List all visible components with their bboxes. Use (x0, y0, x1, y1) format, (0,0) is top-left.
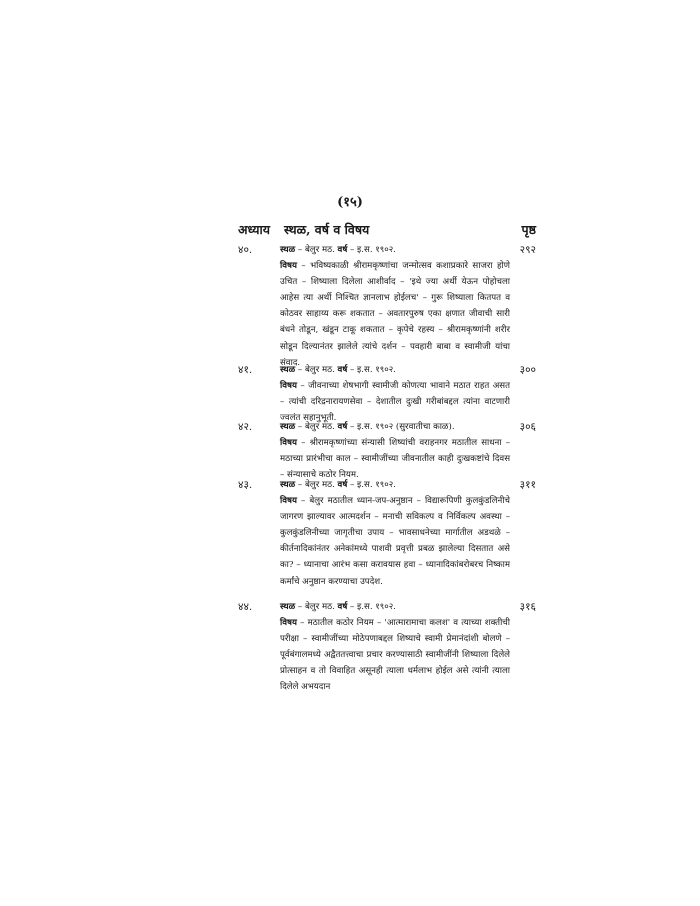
place-label: स्थळ (280, 245, 296, 255)
year-value: – इ.स. १९०२. (347, 480, 396, 490)
page-reference: २९२ (519, 244, 536, 256)
year-label: वर्ष (337, 422, 348, 432)
toc-entry-40 (238, 242, 536, 368)
entry-body (280, 419, 510, 483)
subject-label: विषय (280, 618, 297, 629)
year-label: वर्ष (337, 245, 348, 255)
page-reference: ३१६ (519, 601, 536, 613)
chapter-number: ४१. (238, 364, 253, 376)
year-value: – इ.स. १९०२. (347, 245, 396, 255)
chapter-number: ४२. (238, 421, 253, 433)
page-reference: ३११ (519, 479, 536, 491)
entry-place-line (280, 599, 510, 615)
toc-entry-44 (238, 599, 536, 696)
entry-place-line (280, 362, 510, 378)
year-label: वर्ष (337, 480, 348, 490)
chapter-number: ४०. (238, 244, 253, 256)
place-value: – बेलुर मठ. (295, 602, 338, 612)
subject-text: – बेलुर मठातील ध्यान-जप-अनुष्ठान – विद्यारूपिणी कुलकुंडलिनीचे जागरण झाल्यावर आत्मदर्शन – मनाची सविकल्प व निर्विकल्प अवस्था – कुलकुंडलिनीच्या जागृतीचा उपाय – भावसाधनेच्या मार्गातील अडथळे – कीर्तनादिकांनंतर अनेकांमध्ये पाशवी प्रवृत्ती प्रबळ झालेल्या दिसतात असे का? – ध्यानाचा आरंभ कसा करावयास हवा – ध्यानादिकांबरोबरच निष्काम कर्मांचे अनुष्ठान करण्याचा उपदेश. (280, 496, 510, 587)
toc-entry-41 (238, 362, 536, 424)
year-value: – इ.स. १९०२. (347, 365, 396, 375)
page-number: (१५) (337, 195, 363, 210)
place-value: – बेलुर मठ. (295, 422, 338, 432)
subject-label: विषय (280, 261, 297, 272)
subject-text: – मठातील कठोर नियम – 'आत्मारामाचा कलश' व त्याच्या शक्तीची परीक्षा – स्वामीजींच्या मोठेपणाबद्दल शिष्याचे स्वामी प्रेमानंदांशी बोलणे – पूर्वबंगालमध्ये अद्वैततत्त्वाचा प्रचार करण्यासाठी स्वामीजींनी शिष्याला दिलेले प्रोत्साहन व तो विवाहित असूनही त्याला धर्मलाभ होईल असे त्यांनी त्याला दिलेले अभयदान (280, 618, 510, 693)
place-label: स्थळ (280, 602, 296, 612)
year-value: – इ.स. १९०२ (सुरवातीचा काळ). (347, 422, 455, 432)
toc-entry-43 (238, 477, 536, 599)
place-value: – बेलुर मठ. (295, 365, 338, 375)
entry-place-line (280, 242, 510, 258)
year-label: वर्ष (337, 365, 348, 375)
subject-label: विषय (280, 496, 297, 507)
entry-place-line (280, 477, 510, 493)
place-value: – बेलुर मठ. (295, 245, 338, 255)
entry-body (280, 477, 510, 590)
chapter-number: ४३. (238, 479, 253, 491)
subject-text: – श्रीरामकृष्णांच्या संन्यासी शिष्यांची वराहनगर मठातील साधना – मठाच्या प्रारंभीचा काल – स्वामीजींच्या जीवनातील काही दुःखकष्टांचे दिवस – संन्यासाचे कठोर नियम. (280, 438, 510, 481)
year-label: वर्ष (337, 602, 348, 612)
header-chapter: अध्याय (238, 222, 270, 237)
entry-subject (280, 258, 510, 371)
place-value: – बेलुर मठ. (295, 480, 338, 490)
page-reference: ३०६ (519, 421, 536, 433)
subject-label: विषय (280, 438, 297, 449)
entry-body (280, 242, 510, 371)
subject-text: – भविष्यकाळी श्रीरामकृष्णांचा जन्मोत्सव कशाप्रकारे साजरा होणे उचित – शिष्याला दिलेला आशीर्वाद – 'इथे ज्या अर्थी येऊन पोहोचला आहेस त्या अर्थी निश्चित ज्ञानलाभ होईलच' – गुरू शिष्याला कितपत व कोठवर साहाय्य करू शकतात – अवतारपुरुष एका क्षणात जीवाची सारी बंधने तोडून, खंडून टाकू शकतात – कृपेचे रहस्य – श्रीरामकृष्णांनी शरीर सोडून दिल्यानंतर झालेले त्यांचे दर्शन – पवहारी बाबा व स्वामीजी यांचा संवाद. (280, 261, 510, 368)
subject-label: विषय (280, 381, 297, 392)
page-reference: ३०० (519, 364, 536, 376)
header-page: पृष्ठ (521, 222, 536, 237)
entry-body (280, 599, 510, 696)
year-value: – इ.स. १९०२. (347, 602, 396, 612)
place-label: स्थळ (280, 365, 296, 375)
place-label: स्थळ (280, 480, 296, 490)
toc-entry-42 (238, 419, 536, 481)
entry-subject (280, 493, 510, 590)
header-title: स्थळ, वर्ष व विषय (284, 222, 370, 237)
entry-body (280, 362, 510, 426)
entry-subject (280, 615, 510, 695)
place-label: स्थळ (280, 422, 296, 432)
toc-entries (238, 242, 536, 696)
toc-header (238, 221, 536, 239)
subject-text: – जीवनाच्या शेषभागी स्वामीजी कोणत्या भावाने मठात राहत असत – त्यांची दरिद्रनारायणसेवा – देशातील दुःखी गरीबांबद्दल त्यांना वाटणारी ज्वलंत सहानुभूती. (280, 381, 510, 424)
chapter-number: ४४. (238, 601, 253, 613)
entry-place-line (280, 419, 510, 435)
